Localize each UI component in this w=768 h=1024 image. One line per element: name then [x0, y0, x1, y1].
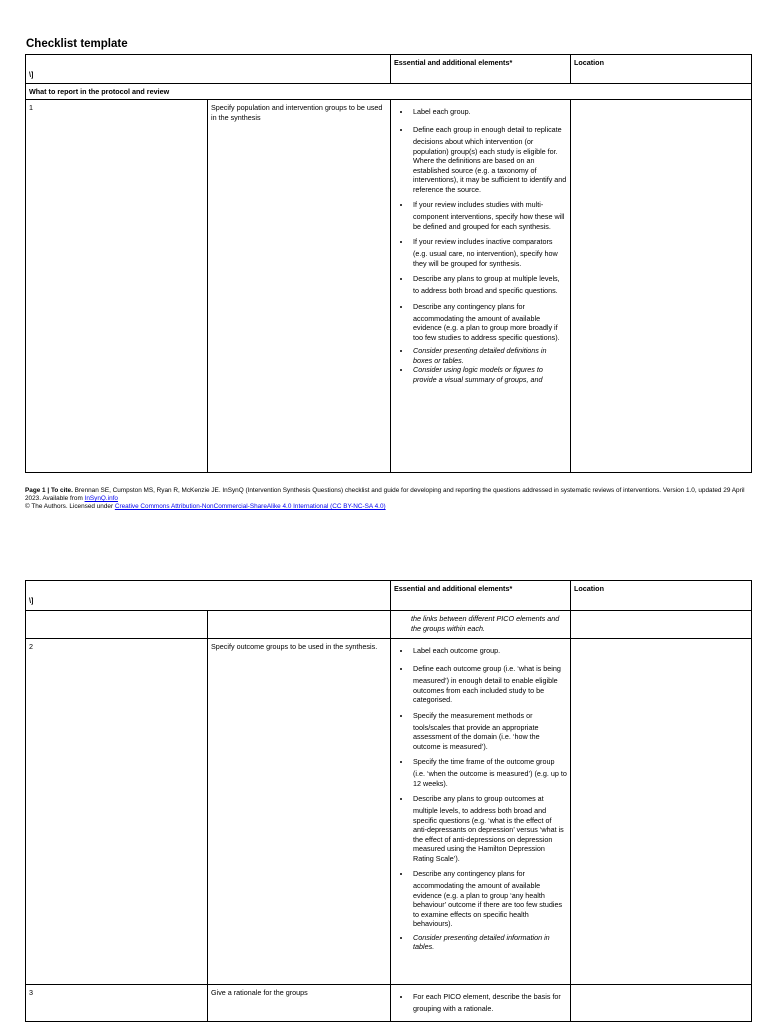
license-prefix: © The Authors. Licensed under — [25, 503, 115, 511]
section-row — [26, 83, 752, 100]
elements-cell — [391, 639, 571, 985]
header-location: Location — [571, 581, 752, 611]
section-title: What to report in the protocol and review — [26, 83, 752, 100]
element-item: • Label each group. — [411, 105, 567, 119]
element-item: • Specify the time frame of the outcome group (i.e. ‘when the outcome is measured’) (e.g. up to 12 weeks). — [411, 755, 567, 788]
continuation-row — [26, 611, 752, 639]
element-item: • Describe any plans to group outcomes at multiple levels, to address both broad and specific questions (e.g. ‘what is the effect of anti-depressants on depression’ versus ‘what is the effect of anti-depressions on depression measured using the Hamilton Depression Rating Scale’). — [411, 792, 567, 863]
elements-list — [394, 990, 567, 1014]
location-cell[interactable] — [571, 985, 752, 1022]
page-title: Checklist template — [26, 38, 128, 50]
empty-cell — [26, 611, 208, 639]
element-item: • Label each outcome group. — [411, 644, 567, 658]
table-header-row — [26, 581, 752, 611]
citation-text: Brennan SE, Cumpston MS, Ryan R, McKenzie JE. InSynQ (Intervention Synthesis Questions) checklist and guide for developing and reporting the questions addressed in systematic reviews of interventions. Version 1.0, updated 29 April 2023. Available from — [25, 487, 745, 503]
item-number: 3 — [26, 985, 208, 1022]
checklist-table-2 — [25, 580, 752, 1022]
element-item: • Describe any contingency plans for accommodating the amount of available evidence (e.g. a plan to group ‘any health behaviour’ outcome if there are too few studies to examine effects on specific health behaviours). — [411, 867, 567, 929]
element-item: • If your review includes studies with multi-component interventions, specify how these will be defined and grouped for each synthesis. — [411, 198, 567, 231]
empty-cell — [208, 611, 391, 639]
page-2 — [0, 530, 768, 1024]
checklist-table-1 — [25, 54, 752, 473]
insynq-link[interactable]: InSynQ.info — [84, 495, 118, 503]
table-row — [26, 639, 752, 985]
element-item: • Specify the measurement methods or tools/scales that provide an appropriate assessment of the domain (i.e. ‘how the outcome is measured’). — [411, 709, 567, 752]
elements-cell — [391, 985, 571, 1022]
element-item: • Define each group in enough detail to replicate decisions about which intervention (or population) group(s) each study is eligible for. Where the definitions are based on an established source (e.g. a taxonomy of interventions), it may be sufficient to identify and reference the source. — [411, 123, 567, 194]
element-item: • Describe any contingency plans for accommodating the amount of available evidence (e.g. a plan to group more broadly if too few studies to address specific questions). — [411, 300, 567, 343]
continuation-text: the links between different PICO elements and the groups within each. — [391, 611, 571, 639]
element-item: • If your review includes inactive comparators (e.g. usual care, no intervention), specify how they will be grouped for synthesis. — [411, 235, 567, 268]
page-footer — [25, 487, 745, 512]
location-cell[interactable] — [571, 639, 752, 985]
header-item: \] — [26, 55, 391, 84]
element-item: • For each PICO element, describe the basis for grouping with a rationale. — [411, 990, 567, 1014]
location-cell[interactable] — [571, 100, 752, 473]
element-item: • Consider using logic models or figures to provide a visual summary of groups, and — [411, 365, 567, 384]
element-item: • Define each outcome group (i.e. ‘what is being measured’) in enough detail to enable eligible outcomes from each included study to be categorised. — [411, 662, 567, 705]
item-description: Specify population and intervention groups to be used in the synthesis — [208, 100, 391, 473]
item-number: 1 — [26, 100, 208, 473]
elements-list — [394, 105, 567, 384]
elements-list — [394, 644, 567, 952]
table-row — [26, 100, 752, 473]
elements-cell — [391, 100, 571, 473]
header-item: \] — [26, 581, 391, 611]
license-link[interactable]: Creative Commons Attribution-NonCommercial-ShareAlike 4.0 International (CC BY-NC-SA 4.0) — [114, 503, 386, 511]
location-cell[interactable] — [571, 611, 752, 639]
item-description: Give a rationale for the groups — [208, 985, 391, 1022]
element-item: • Consider presenting detailed definitions in boxes or tables. — [411, 346, 567, 365]
element-item: • Consider presenting detailed information in tables. — [411, 933, 567, 952]
item-description: Specify outcome groups to be used in the synthesis. — [208, 639, 391, 985]
item-number: 2 — [26, 639, 208, 985]
header-elements: Essential and additional elements* — [391, 55, 571, 84]
table-row — [26, 985, 752, 1022]
page-label: Page 1 | To cite. — [25, 487, 73, 494]
element-item: • Describe any plans to group at multiple levels, to address both broad and specific questions. — [411, 272, 567, 296]
header-elements: Essential and additional elements* — [391, 581, 571, 611]
table-header-row — [26, 55, 752, 84]
header-location: Location — [571, 55, 752, 84]
